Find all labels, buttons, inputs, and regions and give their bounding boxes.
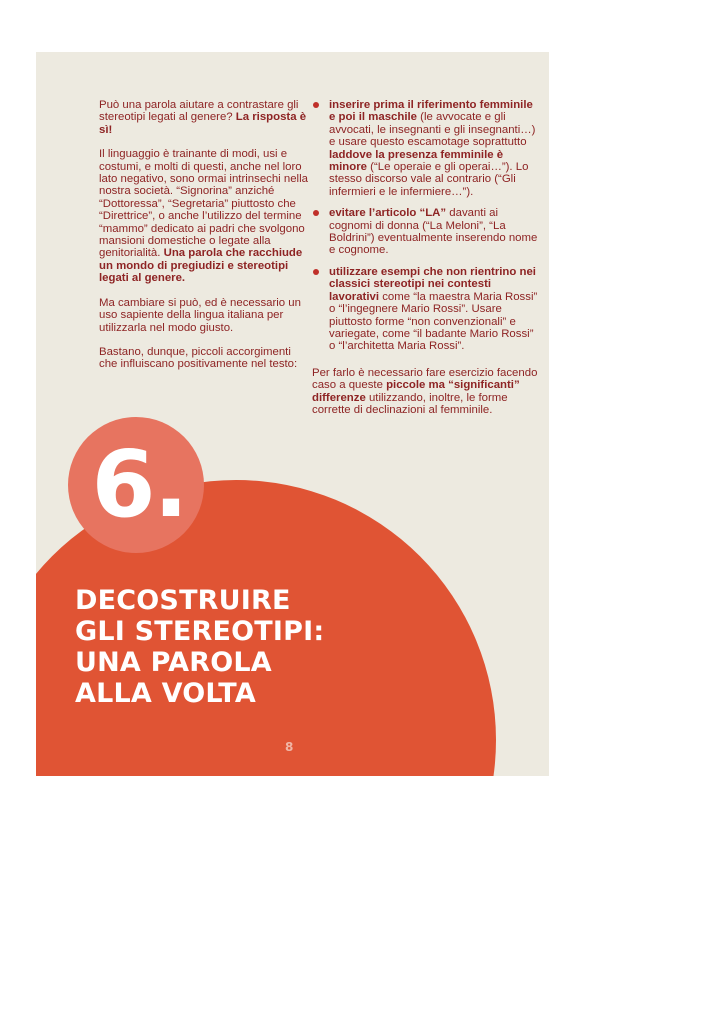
- title-line: GLI STEREOTIPI:: [75, 616, 325, 647]
- section-number-circle: [68, 417, 204, 553]
- page-panel: [36, 52, 549, 776]
- page-number: 8: [285, 740, 294, 754]
- list-item: utilizzare esempi che non rientrino nei classici stereotipi nei contesti lavorativi come “la maestra Maria Rossi” o “l’ingegnere Mario Rossi”. Usare piuttosto forme “non convenzionali” e variegate, come “il badante Mario Rossi” o “l’architetta Maria Rossi”.: [312, 266, 538, 353]
- tips-list: [312, 99, 538, 353]
- list-item: evitare l’articolo “LA” davanti ai cognomi di donna (“La Meloni”, “La Boldrini”) eventualmente inserendo nome e cognome.: [312, 207, 538, 257]
- list-item: inserire prima il riferimento femminile e poi il maschile (le avvocate e gli avvocati, le insegnanti e gli insegnanti…) e usare questo escamotage soprattutto laddove la presenza femminile è minore (“Le operaie e gli operai…”). Lo stesso discorso vale al contrario (“Gli infermieri e le infermiere…”).: [312, 99, 538, 198]
- paragraph-tips-intro: Bastano, dunque, piccoli accorgimenti che influiscano positivamente nel testo:: [99, 345, 298, 371]
- section-title: [75, 585, 324, 709]
- paragraph-closing: Per farlo è necessario fare esercizio facendo caso a queste piccole ma “significanti” differenze utilizzando, inoltre, le forme corrette di declinazioni al femminile.: [312, 366, 538, 416]
- title-line: ALLA VOLTA: [75, 678, 256, 709]
- title-line: UNA PAROLA: [75, 647, 272, 678]
- title-line: DECOSTRUIRE: [75, 585, 291, 616]
- paragraph-language: Il linguaggio è trainante di modi, usi e costumi, e molti di questi, anche nel loro lato negativo, sono ormai intrinsechi nella nostra società. “Signorina” anziché “Dottoressa”, “Segretaria” piuttosto che “Direttrice”, o anche l’utilizzo del termine “mammo” dedicato ai padri che svolgono mansioni domestiche o legate alla genitorialità. Una parola che racchiude un mondo di pregiudizi e stereotipi legati al genere.: [99, 148, 308, 285]
- left-text-column: [99, 99, 311, 383]
- paragraph-change: Ma cambiare si può, ed è necessario un uso sapiente della lingua italiana per utilizzarla nel modo giusto.: [99, 296, 301, 334]
- right-text-column: [312, 99, 538, 428]
- section-number: 6.: [91, 431, 187, 538]
- paragraph-intro: Può una parola aiutare a contrastare gli stereotipi legati al genere? La risposta è sì!: [99, 99, 307, 136]
